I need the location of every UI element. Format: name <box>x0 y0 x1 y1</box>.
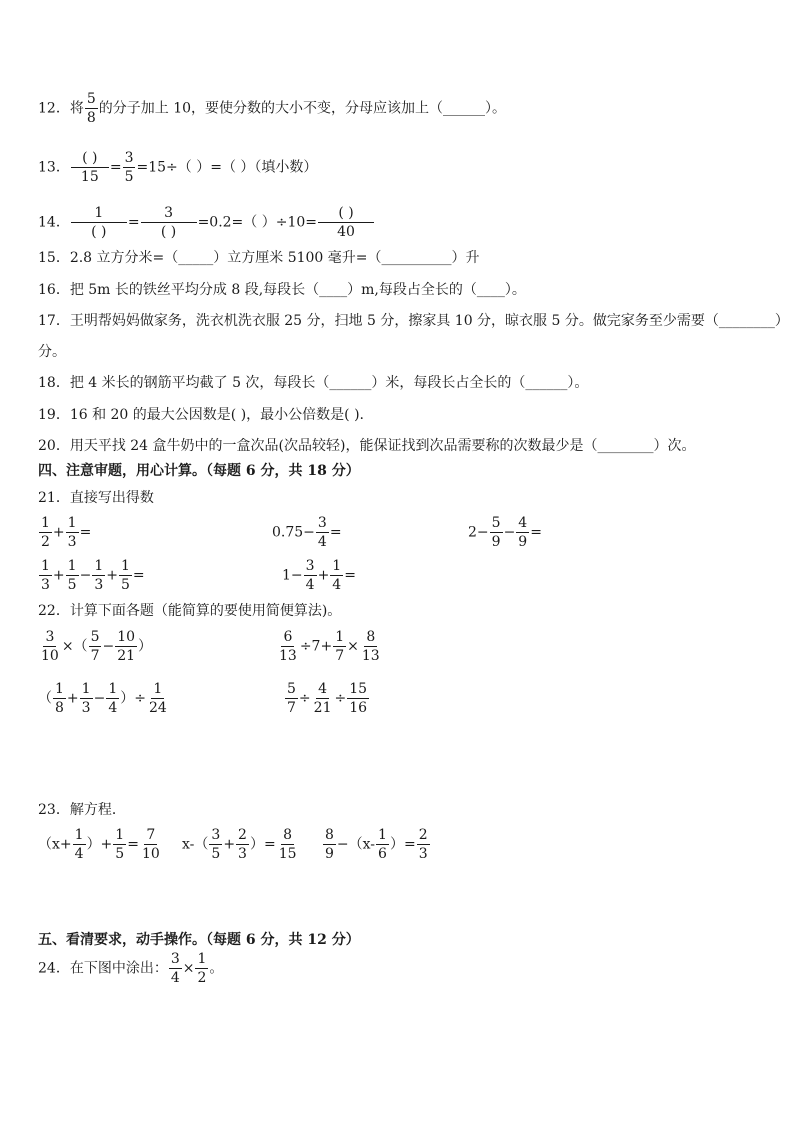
q21-expression-3 <box>468 516 542 549</box>
fraction <box>347 682 369 715</box>
numerator: 3 <box>305 558 315 574</box>
fraction <box>71 206 127 239</box>
numerator: 1 <box>120 558 130 574</box>
operator: = <box>127 836 139 853</box>
numerator: 1 <box>332 558 342 574</box>
fraction <box>333 630 346 663</box>
numerator: 3 <box>45 629 55 645</box>
denominator: 3 <box>238 846 247 862</box>
denominator: 21 <box>313 700 332 716</box>
q14-lead: 14． <box>38 214 70 231</box>
operator: − <box>79 567 92 584</box>
numerator: ( ) <box>318 206 374 223</box>
fraction <box>376 828 389 861</box>
q24-end: 。 <box>209 960 224 977</box>
operator: − <box>93 690 106 707</box>
denominator: 9 <box>518 534 528 550</box>
numerator: 1 <box>74 827 84 843</box>
numerator: 1 <box>71 206 127 223</box>
numerator: 1 <box>55 681 64 697</box>
numerator: 3 <box>211 827 221 843</box>
q24-lead: 24．在下图中涂出： <box>38 960 168 977</box>
q23-equation-3 <box>322 828 431 861</box>
operator: （ <box>38 690 52 707</box>
q21-expression-2 <box>272 516 342 549</box>
fraction <box>140 828 162 861</box>
operator: ÷ <box>298 690 311 707</box>
operator: 0.75− <box>272 524 315 541</box>
q21-expression-1 <box>38 516 91 549</box>
operator: ）= <box>389 836 416 853</box>
numerator: 8 <box>283 827 293 843</box>
operator: + <box>52 567 65 584</box>
denominator: 5 <box>120 577 130 593</box>
denominator: 4 <box>305 577 315 593</box>
numerator: 3 <box>124 150 134 166</box>
operator: = <box>344 567 356 584</box>
fraction <box>106 682 119 715</box>
numerator: 1 <box>153 681 163 697</box>
fraction <box>66 516 79 549</box>
numerator: 4 <box>318 681 328 697</box>
numerator: 5 <box>90 629 100 645</box>
question-18: 18．把 4 米长的钢筋平均截了 5 次，每段长（______）米，每段长占全长的（______）。 <box>38 375 589 391</box>
fraction <box>277 828 299 861</box>
operator: （x+ <box>38 836 72 853</box>
operator: ）+ <box>86 836 113 853</box>
fraction <box>330 559 343 592</box>
question-20: 20．用天平找 24 盒牛奶中的一盒次品(次品较轻)，能保证找到次品需要称的次数最少是（________）次。 <box>38 438 696 454</box>
operator: × <box>347 638 359 655</box>
denominator: 5 <box>211 846 221 862</box>
denominator: 4 <box>108 700 118 716</box>
operator: 1− <box>282 567 303 584</box>
q12-lead: 12．将 <box>38 100 84 117</box>
numerator: 1 <box>67 515 77 531</box>
numerator: 1 <box>115 827 125 843</box>
fraction <box>39 630 61 663</box>
denominator: 8 <box>55 700 64 716</box>
denominator: 10 <box>141 846 160 862</box>
denominator: 2 <box>41 534 50 550</box>
fraction <box>323 828 336 861</box>
numerator: 7 <box>146 827 156 843</box>
numerator: 2 <box>238 827 247 843</box>
denominator: 4 <box>170 970 180 986</box>
operator: ）÷ <box>120 690 146 707</box>
question-19: 19．16 和 20 的最大公因数是( )，最小公倍数是( ). <box>38 407 364 423</box>
fraction <box>39 559 52 592</box>
denominator: ( ) <box>160 224 177 240</box>
fraction <box>195 952 208 985</box>
fraction <box>71 151 109 184</box>
numerator: 1 <box>197 951 207 967</box>
q22-expression-4 <box>284 682 370 715</box>
numerator: 3 <box>170 951 180 967</box>
denominator: 3 <box>81 700 91 716</box>
operator: ÷ <box>334 690 347 707</box>
numerator: 6 <box>283 629 293 645</box>
numerator: 1 <box>41 515 50 531</box>
numerator: 8 <box>366 629 376 645</box>
numerator: 1 <box>335 629 345 645</box>
numerator: 1 <box>67 558 77 574</box>
denominator: 4 <box>317 534 327 550</box>
question-12 <box>38 92 506 125</box>
denominator: 7 <box>90 648 100 664</box>
fraction <box>209 828 222 861</box>
denominator: 2 <box>197 970 207 986</box>
fraction <box>53 682 66 715</box>
denominator: 13 <box>361 648 380 664</box>
operator: 2− <box>468 524 489 541</box>
question-22: 22．计算下面各题（能简算的要使用简便算法)。 <box>38 603 342 619</box>
denominator: 8 <box>86 110 96 126</box>
numerator: 1 <box>41 558 50 574</box>
fraction <box>119 559 132 592</box>
q22-expression-3 <box>38 682 170 715</box>
operator: = <box>79 524 92 541</box>
q23-equation-2 <box>182 828 300 861</box>
denominator: 4 <box>74 846 84 862</box>
fraction <box>316 516 329 549</box>
operator: + <box>223 836 236 853</box>
q12-text: 的分子加上 10，要使分数的大小不变，分母应该加上（______）。 <box>98 100 507 117</box>
numerator: 1 <box>108 681 118 697</box>
section-5-heading: 五、看清要求，动手操作。（每题 6 分，共 12 分） <box>38 932 360 948</box>
fraction <box>73 828 86 861</box>
operator: + <box>317 567 330 584</box>
operator: + <box>66 690 79 707</box>
operator: = <box>132 567 145 584</box>
numerator: 15 <box>349 681 368 697</box>
numerator: 5 <box>287 681 296 697</box>
q21-expression-5 <box>282 559 356 592</box>
question-13 <box>38 151 317 184</box>
denominator: 24 <box>148 700 167 716</box>
fraction <box>92 559 105 592</box>
operator: = <box>109 159 122 176</box>
denominator: 15 <box>278 846 297 862</box>
question-15: 15．2.8 立方分米=（_____）立方厘米 5100 毫升=（__________）升 <box>38 250 480 266</box>
denominator: 6 <box>378 846 387 862</box>
operator: = <box>329 524 342 541</box>
denominator: 21 <box>117 648 136 664</box>
operator: = <box>127 214 140 231</box>
denominator: 13 <box>279 648 297 664</box>
numerator: 3 <box>141 206 197 223</box>
operator: x-（ <box>182 836 209 853</box>
operator: ×（ <box>61 638 88 655</box>
numerator: 4 <box>518 515 528 531</box>
numerator: 1 <box>81 681 91 697</box>
denominator: ( ) <box>91 224 107 240</box>
q14-text: =0.2=（ ）÷10= <box>197 214 318 231</box>
denominator: 7 <box>287 700 296 716</box>
fraction <box>115 630 137 663</box>
denominator: 40 <box>337 224 355 240</box>
question-17-line-1: 17．王明帮妈妈做家务，洗衣机洗衣服 25 分，扫地 5 分，擦家具 10 分，晾衣服 5 分。做完家务至少需要（________） <box>38 313 789 329</box>
question-21: 21．直接写出得数 <box>38 490 154 506</box>
q21-expression-4 <box>38 559 145 592</box>
operator: ） <box>138 638 153 655</box>
question-24 <box>38 952 223 985</box>
fraction <box>85 92 98 125</box>
fraction <box>113 828 126 861</box>
numerator: 3 <box>317 515 327 531</box>
operator: = <box>530 524 542 541</box>
fraction <box>417 828 430 861</box>
fraction <box>304 559 317 592</box>
q23-equation-1 <box>38 828 163 861</box>
denominator: 5 <box>115 846 125 862</box>
q22-expression-1 <box>38 630 152 663</box>
operator: × <box>182 960 195 977</box>
operator: −（x- <box>336 836 376 853</box>
question-17-line-2: 分。 <box>38 344 66 360</box>
fraction <box>89 630 102 663</box>
denominator: 7 <box>335 648 345 664</box>
question-14 <box>38 206 375 239</box>
numerator: 5 <box>491 515 501 531</box>
question-23: 23．解方程． <box>38 802 126 818</box>
fraction <box>490 516 503 549</box>
section-4-heading: 四、注意审题，用心计算。（每题 6 分，共 18 分） <box>38 463 360 479</box>
fraction <box>39 516 52 549</box>
denominator: 3 <box>41 577 50 593</box>
q22-expression-2 <box>276 630 383 663</box>
denominator: 5 <box>124 169 134 185</box>
numerator: 1 <box>378 827 387 843</box>
fraction <box>141 206 197 239</box>
operator: ÷7+ <box>299 638 333 655</box>
fraction <box>123 151 136 184</box>
operator: − <box>503 524 516 541</box>
numerator: 1 <box>94 558 104 574</box>
operator: + <box>52 524 65 541</box>
denominator: 9 <box>325 846 334 862</box>
fraction <box>80 682 93 715</box>
operator: − <box>102 638 115 655</box>
fraction <box>318 206 374 239</box>
fraction <box>66 559 79 592</box>
operator: + <box>106 567 118 584</box>
denominator: 3 <box>418 846 428 862</box>
numerator: 5 <box>86 91 96 107</box>
denominator: 9 <box>491 534 501 550</box>
fraction <box>277 630 299 663</box>
denominator: 4 <box>332 577 342 593</box>
q13-text: =15÷（ ）=（ ）（填小数） <box>136 159 318 176</box>
question-16: 16．把 5m 长的铁丝平均分成 8 段,每段长（____）m,每段占全长的（____）。 <box>38 282 526 298</box>
q13-lead: 13． <box>38 159 70 176</box>
denominator: 5 <box>67 577 77 593</box>
denominator: 3 <box>94 577 104 593</box>
denominator: 10 <box>41 648 59 664</box>
denominator: 3 <box>67 534 77 550</box>
fraction <box>236 828 249 861</box>
fraction <box>147 682 169 715</box>
numerator: ( ) <box>71 151 109 168</box>
denominator: 15 <box>80 169 99 185</box>
fraction <box>312 682 334 715</box>
denominator: 16 <box>349 700 368 716</box>
fraction <box>516 516 529 549</box>
fraction <box>285 682 298 715</box>
fraction <box>360 630 382 663</box>
fraction <box>169 952 182 985</box>
numerator: 2 <box>418 827 428 843</box>
numerator: 10 <box>117 629 136 645</box>
operator: ）= <box>249 836 276 853</box>
numerator: 8 <box>325 827 334 843</box>
